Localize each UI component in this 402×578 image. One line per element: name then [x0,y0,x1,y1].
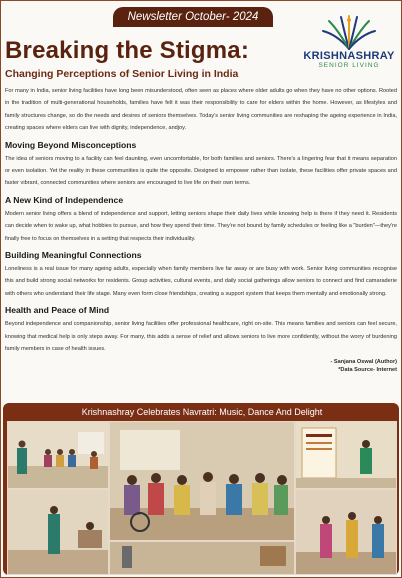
article-body [5,85,397,374]
lotus-peacock-icon [319,15,379,51]
photo-garba-dance [295,489,397,575]
photo-dance-lounge [7,489,109,575]
photo-dance-hall [7,421,109,489]
brand-logo [297,15,401,75]
page-subtitle: Changing Perceptions of Senior Living in India [5,68,239,80]
author-credit: - Sanjana Oswal (Author) [330,358,397,365]
section-text: Modern senior living offers a blend of independence and support, letting seniors shape their daily lives while knowing help is there if they need it. Residents can decide when to wake up, what hobbies to pursue, and how they spend their time. They're not bound by family schedules or feeling like a "burden"—they're finally free to focus on themselves in a setting that respects their individuality. [5,210,397,242]
brand-tagline: SENIOR LIVING [318,62,380,69]
section-heading: Health and Peace of Mind [5,305,110,316]
brand-name: KRISHNASHRAY [303,50,395,62]
photo-seniors-group [109,421,295,541]
data-source: *Data Source- Internet [338,366,397,373]
page-title: Breaking the Stigma: [5,37,250,64]
section-heading: Moving Beyond Misconceptions [5,139,137,150]
newsletter-banner: Newsletter October- 2024 [113,7,273,27]
section-text: Beyond independence and companionship, senior living facilities offer professional healthcare, right on-site. This means families and seniors can feel secure, knowing that medical help is only steps away. For many, this adds a sense of relief and allows seniors to live more confidently, without the worry of burdening family members in case of health issues. [5,321,397,353]
photo-lounge-floor [109,541,295,575]
section-text: The idea of seniors moving to a facility can feel daunting, even uncomfortable, for both families and seniors. There's a lingering fear that it means separation or even isolation. Yet the reality in these communities is quite the opposite. Designed to empower rather than isolate, these facilities offer private spaces and faster vibrant, connected communities where seniors are encouraged to live life on their own terms. [5,155,397,187]
gallery-heading: Krishnashray Celebrates Navratri: Music, Dance And Delight [81,407,323,417]
article-intro: For many in India, senior living facilities have long been misunderstood, often seen as places where older adults go when they have no other options. Rooted in the tradition of multi-generational households, families have felt it was their responsibility to care for elders within the home. However, as lifestyles and family structures change, so do the needs and desires of seniors themselves. Today's senior living communities are reshaping the ageing experience in India, creating spaces where elders can live with dignity, independence, andjoy. [5,88,397,132]
section-heading: Building Meaningful Connections [5,250,142,261]
photo-event-poster [295,421,397,489]
section-heading: A New Kind of Independence [5,194,124,205]
section-text: Loneliness is a real issue for many ageing adults, especially when family members live far away or are busy with work. Senior living communities recognise this and build strong social networks for residents. Group activities, cultural events, and daily social gatherings allow seniors to connect and find camaraderie with others who understand their life stage. Many even form close friendships, creating a support system that keeps them mentally and emotionally strong. [5,266,397,297]
